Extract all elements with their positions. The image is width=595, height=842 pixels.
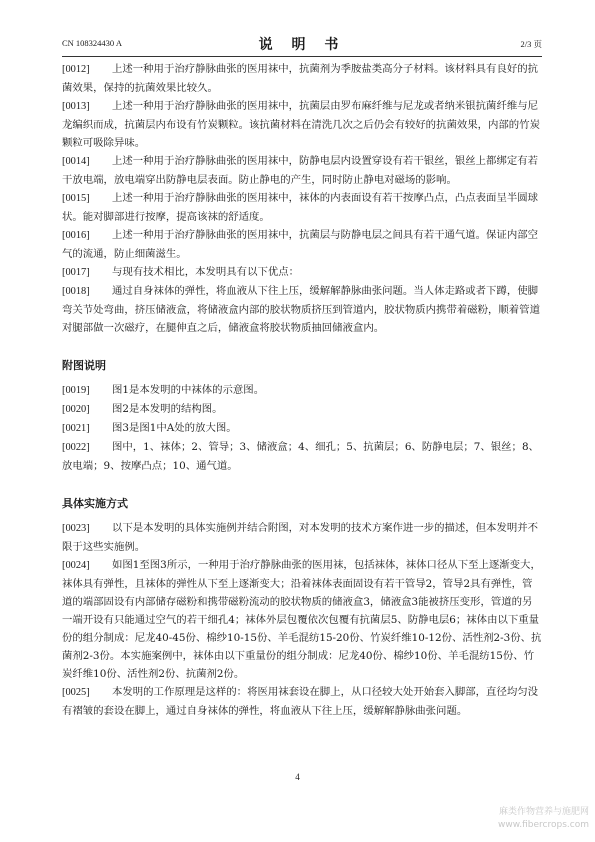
paragraph-text: 本发明的工作原理是这样的：将医用袜套设在脚上，从口径较大处开始套入脚部，直径均匀没有褶皱的套设在脚上，通过自身袜体的弹性，将血液从下往上压，缓解解静脉曲张问题。 bbox=[62, 686, 539, 717]
paragraph-number: [0014] bbox=[62, 156, 90, 167]
paragraph bbox=[62, 97, 542, 152]
paragraph bbox=[62, 226, 542, 263]
paragraph bbox=[62, 263, 542, 282]
paragraph bbox=[62, 419, 542, 438]
watermark bbox=[498, 806, 589, 832]
paragraph bbox=[62, 282, 542, 337]
paragraph-list-embodiment bbox=[62, 519, 542, 720]
paragraph-text: 通过自身袜体的弹性，将血液从下往上压，缓解解静脉曲张问题。当人体走路或者下蹲，使脚弯关节处弯曲，挤压储液盒，将储液盒内部的胶状物质挤压到管道内，胶状物质内携带着磁粉，顺着管道对腿部做一次磁疗，在腿伸直之后，储液盒将胶状物质抽回储液盒内。 bbox=[62, 285, 540, 334]
paragraph-text: 如图1至图3所示，一种用于治疗静脉曲张的医用袜，包括袜体，袜体口径从下至上逐渐变大，袜体具有弹性，且袜体的弹性从下至上逐渐变大；沿着袜体表面固设有若干管导2，管导2具有弹性，管道的端部固设有内部储存磁粉和携带磁粉流动的胶状物质的储液盒3，储液盒3能被挤压变形，管道的另一端开设有只能通过空气的若干细孔4；袜体外层包覆依次包覆有抗菌层5、防静电层6；袜体由以下重量份的组分制成：尼龙40-45份、棉纱10-15份、羊毛混纺15-20份、竹炭纤维10-12份、活性剂2-3份、抗菌剂2-3份。本实施案例中，袜体由以下重量份的组分制成：尼龙40份、棉纱10份、羊毛混纺15份、竹炭纤维10份、活性剂2份、抗菌剂2份。 bbox=[62, 559, 542, 680]
page-header bbox=[62, 34, 542, 54]
paragraph-number: [0019] bbox=[62, 385, 90, 396]
paragraph bbox=[62, 381, 542, 400]
paragraph-text: 上述一种用于治疗静脉曲张的医用袜中，防静电层内设置穿设有若干银丝，银丝上都绑定有若干放电端，放电端穿出防静电层表面。防止静电的产生，同时防止静电对磁场的影响。 bbox=[62, 155, 539, 186]
page-info: 2/3 页 bbox=[520, 39, 542, 49]
paragraph-number: [0016] bbox=[62, 230, 90, 241]
paragraph-text: 图3是图1中A处的放大图。 bbox=[112, 422, 237, 434]
watermark-line2: www.fibercrops.com bbox=[498, 820, 589, 830]
header-divider bbox=[62, 56, 542, 57]
document-title: 说 明 书 bbox=[258, 37, 346, 53]
document-body bbox=[62, 60, 542, 720]
paragraph-number: [0025] bbox=[62, 687, 90, 698]
paragraph bbox=[62, 400, 542, 419]
paragraph bbox=[62, 683, 542, 720]
paragraph-number: [0020] bbox=[62, 404, 90, 415]
paragraph-number: [0012] bbox=[62, 64, 90, 75]
paragraph-text: 上述一种用于治疗静脉曲张的医用袜中，袜体的内表面设有若干按摩凸点，凸点表面呈半圆球状。能对脚部进行按摩，提高该袜的舒适度。 bbox=[62, 192, 539, 223]
paragraph-number: [0017] bbox=[62, 267, 90, 278]
paragraph-number: [0022] bbox=[62, 442, 90, 453]
paragraph-text: 上述一种用于治疗静脉曲张的医用袜中，抗菌层由罗布麻纤维与尼龙或者纳米银抗菌纤维与尼龙编织而成，抗菌层内布设有竹炭颗粒。该抗菌材料在清洗几次之后仍会有较好的抗菌效果，内部的竹炭颗粒可吸除异味。 bbox=[62, 100, 540, 149]
paragraph-text: 上述一种用于治疗静脉曲张的医用袜中，抗菌剂为季胺盐类高分子材料。该材料具有良好的抗菌效果，保持的抗菌效果比较久。 bbox=[62, 63, 539, 94]
paragraph-list-top bbox=[62, 60, 542, 337]
paragraph bbox=[62, 556, 542, 683]
patent-number: CN 108324430 A bbox=[62, 38, 122, 48]
paragraph bbox=[62, 152, 542, 189]
paragraph-text: 图2是本发明的结构图。 bbox=[112, 403, 223, 415]
paragraph-text: 与现有技术相比，本发明具有以下优点： bbox=[112, 266, 300, 278]
paragraph-text: 上述一种用于治疗静脉曲张的医用袜中，抗菌层与防静电层之间具有若干通气道。保证内部空气的流通，防止细菌滋生。 bbox=[62, 229, 539, 260]
paragraph-text: 图中，1、袜体；2、管导；3、储液盒；4、细孔；5、抗菌层；6、防静电层；7、银丝；8、放电端；9、按摩凸点；10、通气道。 bbox=[62, 441, 539, 472]
section-title-figures: 附图说明 bbox=[62, 359, 106, 372]
paragraph bbox=[62, 519, 542, 556]
paragraph bbox=[62, 189, 542, 226]
paragraph-text: 以下是本发明的具体实施例并结合附图，对本发明的技术方案作进一步的描述，但本发明并不限于这些实施例。 bbox=[62, 522, 539, 553]
watermark-line1: 麻类作物营养与施肥网 bbox=[498, 807, 589, 817]
paragraph-number: [0024] bbox=[62, 560, 90, 571]
paragraph-number: [0018] bbox=[62, 286, 90, 297]
paragraph-number: [0013] bbox=[62, 101, 90, 112]
section-title-embodiment: 具体实施方式 bbox=[62, 497, 128, 510]
paragraph-number: [0015] bbox=[62, 193, 90, 204]
paragraph-list-figures bbox=[62, 381, 542, 475]
page-number: 4 bbox=[295, 772, 300, 782]
paragraph bbox=[62, 60, 542, 97]
paragraph-number: [0021] bbox=[62, 423, 90, 434]
paragraph-number: [0023] bbox=[62, 523, 90, 534]
paragraph bbox=[62, 438, 542, 475]
paragraph-text: 图1是本发明的中袜体的示意图。 bbox=[112, 384, 265, 396]
